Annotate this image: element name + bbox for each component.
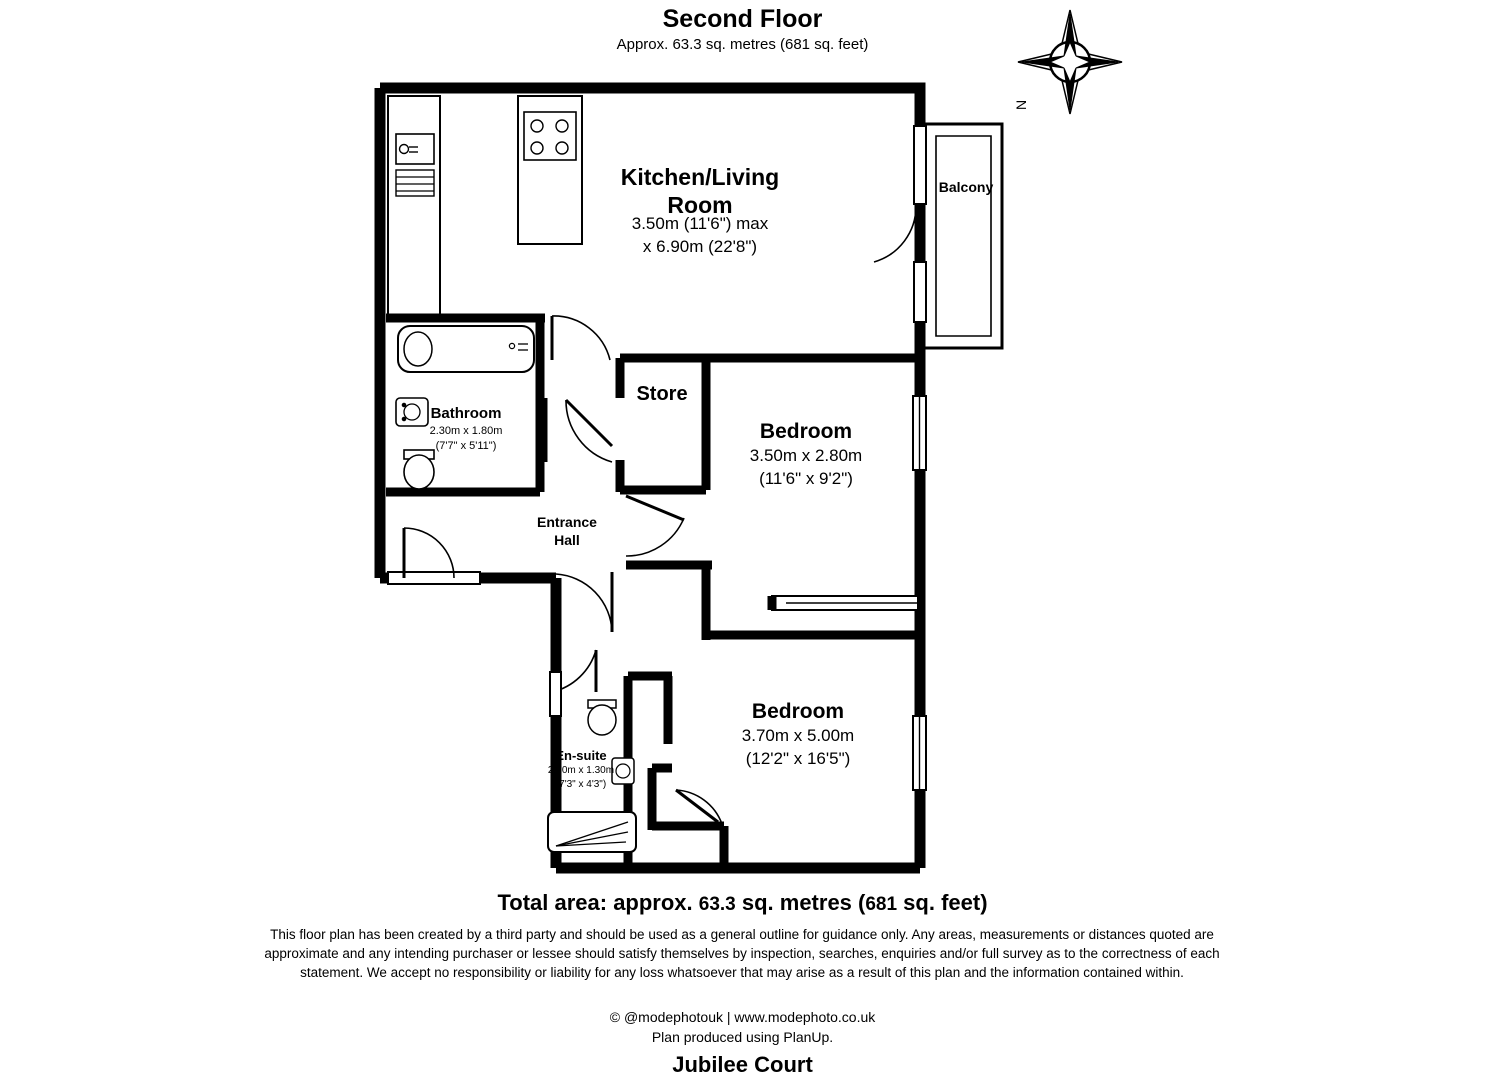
credit-block bbox=[0, 1007, 1485, 1047]
room-label-kitchen-living bbox=[621, 163, 779, 219]
bathroom-dim-line2: (7'7" x 5'11") bbox=[435, 440, 497, 452]
ensuite-dim-line1: 2.20m x 1.30m bbox=[547, 765, 615, 776]
room-label-entrance-hall bbox=[537, 513, 597, 549]
total-area-feet-value: 681 bbox=[865, 894, 898, 915]
bedroom-1-dim-line1: 3.50m x 2.80m bbox=[749, 446, 863, 465]
total-area-feet-unit: sq. feet) bbox=[897, 890, 988, 915]
bedroom-1-dim-line2: (11'6" x 9'2") bbox=[759, 469, 853, 488]
bedroom-2-dim-line2: (12'2" x 16'5") bbox=[745, 749, 851, 768]
kitchen-living-name-line2: Room bbox=[667, 192, 733, 218]
room-dimensions-kitchen-living bbox=[632, 212, 769, 258]
kitchen-counter-left bbox=[388, 96, 440, 316]
kitchen-island bbox=[518, 96, 582, 244]
room-dimensions-ensuite bbox=[548, 764, 614, 792]
page-subtitle: Approx. 63.3 sq. metres (681 sq. feet) bbox=[616, 36, 869, 53]
room-label-bedroom-2: Bedroom bbox=[751, 700, 845, 723]
room-dimensions-bathroom bbox=[430, 424, 503, 454]
bathroom-dim-line1: 2.30m x 1.80m bbox=[429, 425, 503, 437]
room-label-balcony: Balcony bbox=[938, 179, 994, 195]
total-area-prefix: Total area: approx. bbox=[497, 890, 699, 915]
wardrobe-bedroom-1 bbox=[772, 596, 918, 610]
kitchen-living-dim-line1: 3.50m (11'6") max bbox=[631, 214, 769, 233]
entrance-hall-line1: Entrance bbox=[537, 514, 597, 530]
room-label-bathroom: Bathroom bbox=[430, 405, 502, 422]
room-label-ensuite: En-suite bbox=[555, 748, 607, 763]
balcony-outline bbox=[925, 124, 1002, 348]
room-label-store: Store bbox=[636, 383, 688, 405]
credit-line-1: © @modephotouk | www.modephoto.co.uk bbox=[609, 1009, 876, 1025]
bedroom-2-dim-line1: 3.70m x 5.00m bbox=[741, 726, 855, 745]
room-dimensions-bedroom-1 bbox=[750, 444, 862, 490]
ensuite-dim-line2: (7'3" x 4'3") bbox=[555, 779, 607, 790]
disclaimer-text: This floor plan has been created by a third party and should be used as a general outline for guidance only. Any areas, measurements or distances quoted are approximate and any intending purchaser or lessee should satisfy themselves by inspection, searches, enquiries and/or full survey as to the correctness of each statement. We accept no responsibility or liability for any loss whatsoever that may arise as a result of this plan and the information contained within. bbox=[264, 927, 1220, 980]
room-label-bedroom-1: Bedroom bbox=[759, 420, 853, 443]
property-name: Jubilee Court bbox=[672, 1052, 813, 1077]
room-dimensions-bedroom-2 bbox=[742, 724, 854, 770]
total-area-metres-unit: sq. metres ( bbox=[735, 890, 866, 915]
page-title: Second Floor bbox=[662, 5, 823, 33]
total-area bbox=[0, 890, 1485, 916]
entrance-hall-line2: Hall bbox=[554, 532, 580, 548]
svg-text:N: N bbox=[1013, 99, 1029, 110]
kitchen-living-name-line1: Kitchen/Living bbox=[620, 164, 780, 190]
total-area-metres-value: 63.3 bbox=[698, 894, 736, 915]
credit-line-2: Plan produced using PlanUp. bbox=[651, 1029, 834, 1045]
kitchen-living-dim-line2: x 6.90m (22'8") bbox=[642, 237, 758, 256]
